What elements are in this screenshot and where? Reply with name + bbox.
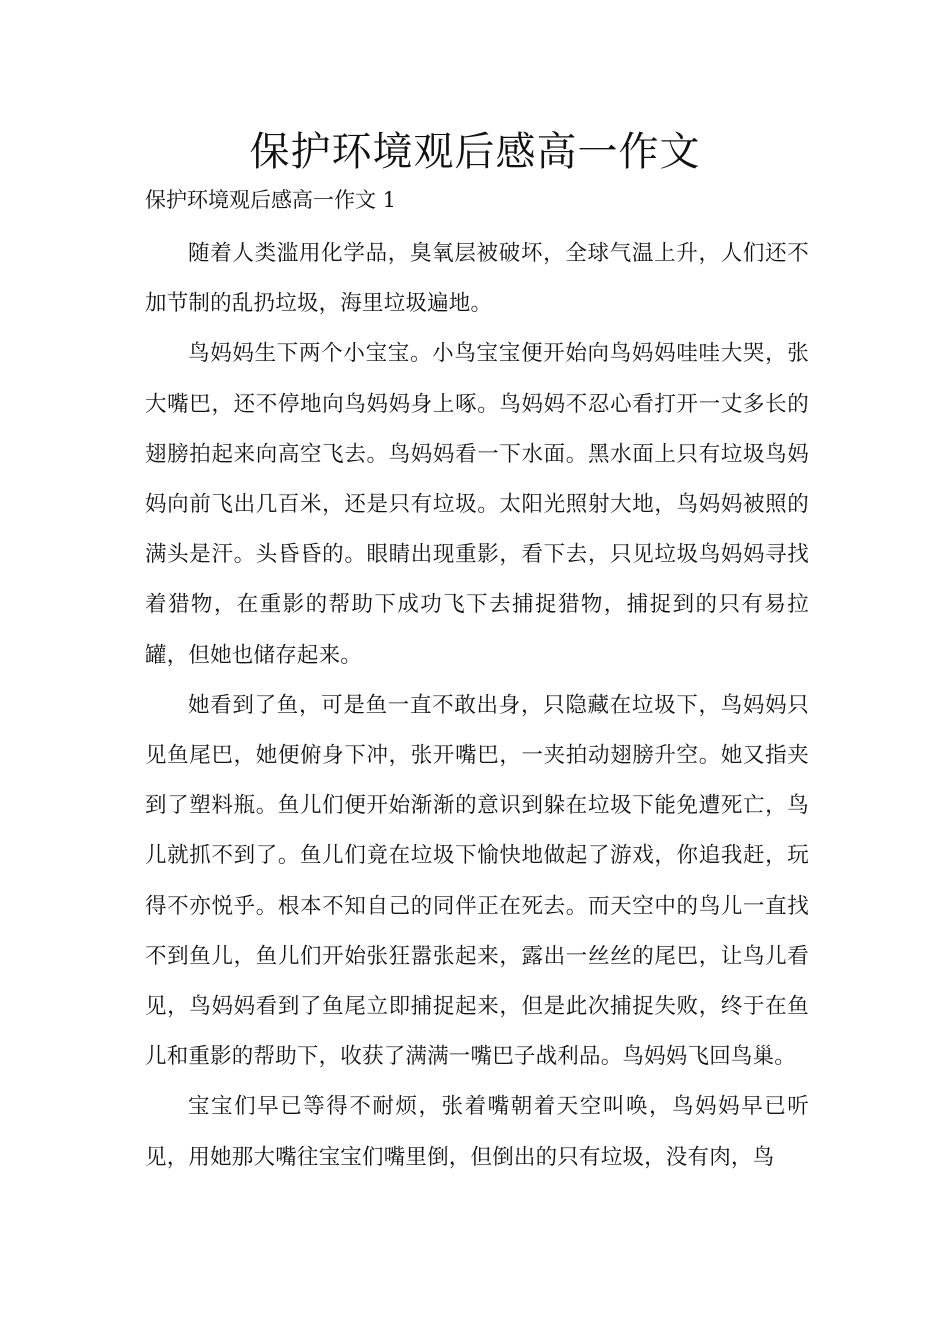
paragraph: 宝宝们早已等得不耐烦，张着嘴朝着天空叫唤，鸟妈妈早已听见，用她那大嘴往宝宝们嘴里倒，但倒出的只有垃圾，没有肉，鸟	[145, 1094, 809, 1170]
paragraph: 随着人类滥用化学品，臭氧层被破坏，全球气温上升，人们还不加节制的乱扔垃圾，海里垃圾遍地。	[145, 241, 809, 317]
section-heading: 保护环境观后感高一作文 1	[145, 188, 397, 212]
document-title: 保护环境观后感高一作文	[249, 129, 701, 175]
paragraph: 鸟妈妈生下两个小宝宝。小鸟宝宝便开始向鸟妈妈哇哇大哭，张大嘴巴，还不停地向鸟妈妈身上啄。鸟妈妈不忍心看打开一丈多长的翅膀拍起来向高空飞去。鸟妈妈看一下水面。黑水面上只有垃圾鸟妈妈向前飞出几百米，还是只有垃圾。太阳光照射大地，鸟妈妈被照的满头是汗。头昏昏的。眼睛出现重影，看下去，只见垃圾鸟妈妈寻找着猎物，在重影的帮助下成功飞下去捕捉猎物，捕捉到的只有易拉罐，但她也储存起来。	[145, 341, 809, 668]
paragraph: 她看到了鱼，可是鱼一直不敢出身，只隐藏在垃圾下，鸟妈妈只见鱼尾巴，她便俯身下冲，张开嘴巴，一夹拍动翅膀升空。她又指夹到了塑料瓶。鱼儿们便开始渐渐的意识到躲在垃圾下能免遭死亡，鸟儿就抓不到了。鱼儿们竟在垃圾下愉快地做起了游戏，你追我赶，玩得不亦悦乎。根本不知自己的同伴正在死去。而天空中的鸟儿一直找不到鱼儿，鱼儿们开始张狂嚣张起来，露出一丝丝的尾巴，让鸟儿看见，鸟妈妈看到了鱼尾立即捕捉起来，但是此次捕捉失败，终于在鱼儿和重影的帮助下，收获了满满一嘴巴子战利品。鸟妈妈飞回鸟巢。	[145, 692, 809, 1070]
document-body	[145, 229, 809, 1183]
